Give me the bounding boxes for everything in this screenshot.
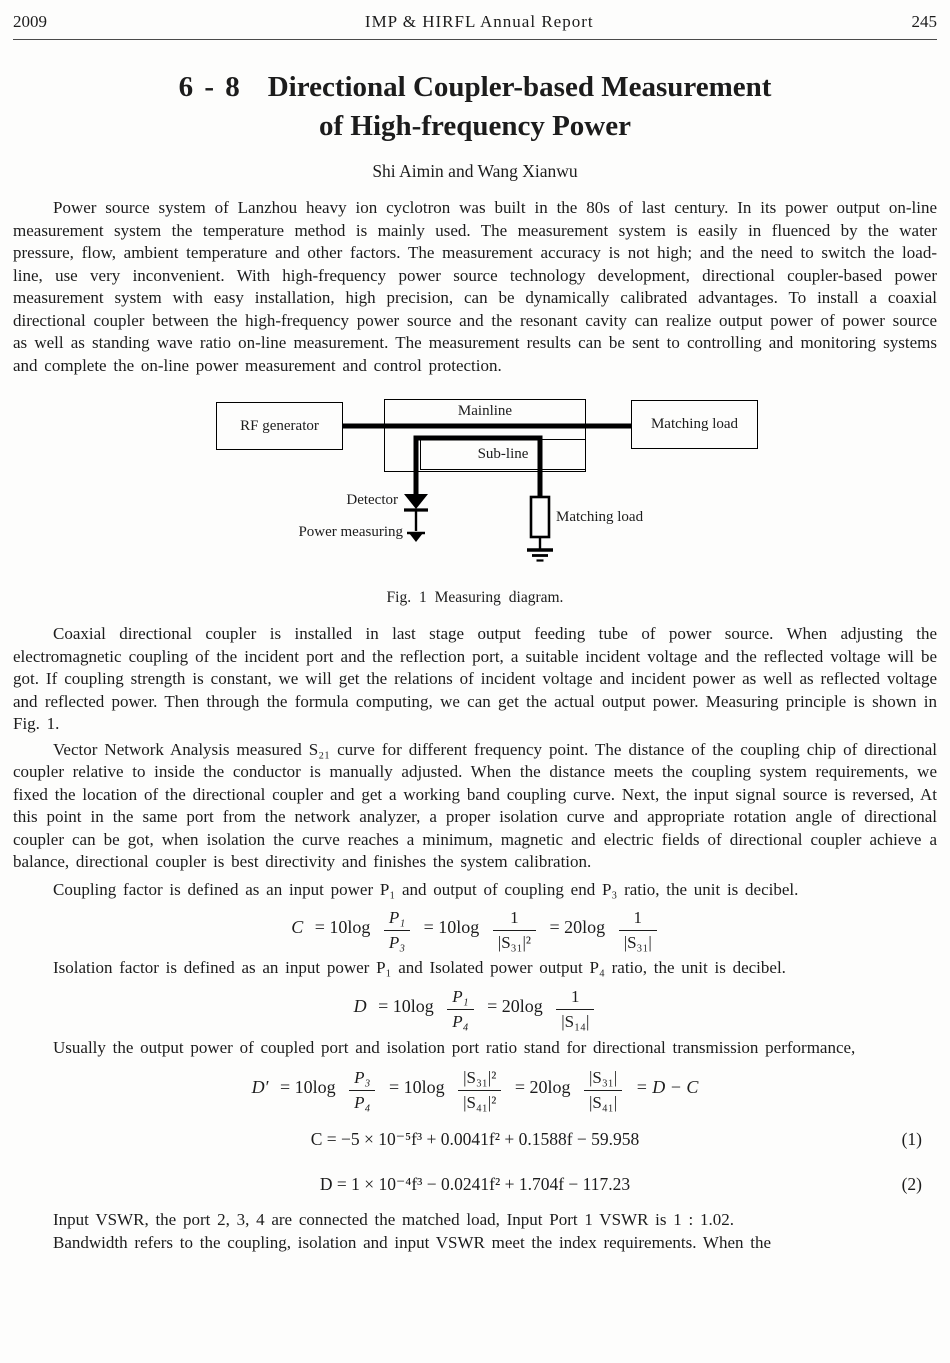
formula-isolation-factor — [13, 987, 937, 1032]
fraction: $\frac{\text{P₁}}{\text{P₄}}$ — [447, 987, 473, 1032]
resistor-icon — [531, 497, 549, 537]
equation-2-number: (2) — [901, 1174, 922, 1194]
fraction: $\frac{\text{|S₃₁|}}{\text{|S₄₁|}}$ — [584, 1068, 622, 1113]
equation-1 — [13, 1129, 937, 1150]
header-journal-title: IMP & HIRFL Annual Report — [364, 12, 594, 31]
equation-1-number: (1) — [901, 1129, 922, 1149]
formula-c-op1: = 10log — [314, 917, 371, 937]
paragraph-bandwidth: Bandwidth refers to the coupling, isolation and input VSWR meet the index requirements. When the — [53, 1232, 772, 1252]
subline-box — [420, 439, 586, 470]
matching-load-right-label: Matching load — [650, 416, 739, 432]
figure-caption: Fig. 1 Measuring diagram. — [386, 589, 564, 606]
paragraph-intro: Power source system of Lanzhou heavy ion cyclotron was built in the 80s of last century. In its power output on-line measurement system the temperature method is mainly used. The measurement system is easily in fluenced by the water pressure, flow, ambient temperature and other factors. The measurement accuracy is not high; and the need to switch the load-line, use very inconvenient. With high-frequency power source technology development, directional coupler-based power measurement system with easy installation, high precision, can be dynamically calibrated advantages. To install a coaxial directional coupler between the high-frequency power source and the resonant cavity can realize output power of power source as well as standing wave ratio on-line measurement. The measurement results can be sent to controlling and monitoring systems and complete the on-line power measurement and control protection. — [13, 198, 937, 375]
fraction: $\frac{1}{\text{|S₁₄|}}$ — [556, 987, 594, 1032]
equation-2-body: D = 1 × 10⁻⁴f³ − 0.0241f² + 1.704f − 117.23 — [319, 1174, 631, 1194]
paragraph-directivity: Usually the output power of coupled port and isolation port ratio stand for directional transmission performance, — [53, 1037, 856, 1057]
formula-d-lhs: D — [353, 995, 367, 1016]
paragraph-coaxial: Coaxial directional coupler is installed in last stage output feeding tube of power source. When adjusting the electromagnetic coupling of the incident port and the reflection port, a suitable incident voltage and the reflected voltage will be got. If coupling strength is constant, we will get the relations of incident voltage and incident power as well as reflected voltage and reflected power. Then through the formula computing, we can get the actual output power. Measuring principle is shown in Fig. 1. — [13, 624, 937, 733]
fraction: $\frac{\text{|S₃₁|²}}{\text{|S₄₁|²}}$ — [458, 1068, 501, 1113]
header-year: 2009 — [13, 12, 47, 31]
formula-c-lhs: C — [291, 917, 304, 937]
detector-diode-icon — [404, 494, 428, 509]
formula-d-op1: = 10log — [378, 995, 434, 1016]
measuring-diagram — [203, 397, 773, 567]
formula-dprime-op3: = 20log — [514, 1077, 571, 1097]
paragraph-vswr: Input VSWR, the port 2, 3, 4 are connected the matched load, Input Port 1 VSWR is 1 : 1.02. — [53, 1210, 734, 1229]
article-title — [13, 68, 937, 146]
header-rule — [13, 39, 937, 40]
formula-dprime-op1: = 10log — [280, 1077, 336, 1097]
formula-dprime-lhs: D′ — [251, 1077, 269, 1097]
page-header — [13, 0, 937, 32]
fraction: $\frac{1}{\text{|S₃₁|}}$ — [619, 908, 657, 953]
paragraph-isolation-factor: Isolation factor is defined as an input power P₁ and Isolated power output P₄ ratio, the unit is decibel. — [53, 958, 786, 977]
formula-dprime-tail: = D − C — [635, 1077, 699, 1097]
figure-1 — [13, 397, 937, 607]
formula-directivity — [13, 1068, 937, 1113]
subline-label: Sub-line — [477, 446, 529, 462]
formula-c-op2: = 10log — [423, 917, 480, 937]
title-text-line1: Directional Coupler-based Measurement — [267, 71, 772, 103]
formula-c-op3: = 20log — [549, 917, 606, 937]
article-title-line1 — [13, 68, 937, 107]
header-page-number: 245 — [911, 12, 937, 31]
equation-2 — [13, 1174, 937, 1195]
formula-dprime-op2: = 10log — [388, 1077, 445, 1097]
fraction: $\frac{\text{P₁}}{\text{P₃}}$ — [384, 908, 410, 953]
formula-d-op2: = 20log — [487, 995, 543, 1016]
power-measuring-label: Power measuring — [298, 524, 403, 540]
matching-load-right-box — [631, 400, 758, 449]
formula-coupling-factor — [13, 908, 937, 953]
matching-load-bottom-label: Matching load — [556, 509, 644, 525]
mainline-label: Mainline — [457, 403, 513, 419]
fraction: $\frac{1}{\text{|S₃₁|²}}$ — [493, 908, 536, 953]
rf-generator-box — [216, 402, 343, 450]
rf-generator-label: RF generator — [240, 417, 319, 434]
section-number: 6 - 8 — [178, 71, 242, 103]
fraction: $\frac{\text{P₃}}{\text{P₄}}$ — [349, 1068, 375, 1113]
authors: Shi Aimin and Wang Xianwu — [372, 161, 578, 181]
paragraph-vna: Vector Network Analysis measured S₂₁ curve for different frequency point. The distance of the coupling chip of directional coupler relative to inside the conductor is manually adjusted. When the distance meets the coupling system requirements, we fixed the location of the directional coupler and get a working band coupling curve. Next, the input signal source is reversed, At this point in the same port from the network analyzer, a proper isolation curve and appropriate rotation angle of directional coupler can be got, when isolation the curve reaches a minimum, magnetic and electric fields of directional coupler achieve a balance, directional coupler is best directivity and finishes the system calibration. — [13, 739, 937, 871]
detector-label: Detector — [346, 492, 398, 508]
paragraph-coupling-factor: Coupling factor is defined as an input power P₁ and output of coupling end P₃ ratio, the unit is decibel. — [53, 879, 799, 899]
equation-1-body: C = −5 × 10⁻⁵f³ + 0.0041f² + 0.1588f − 59.958 — [310, 1129, 640, 1149]
title-text-line2: of High-frequency Power — [319, 110, 631, 142]
